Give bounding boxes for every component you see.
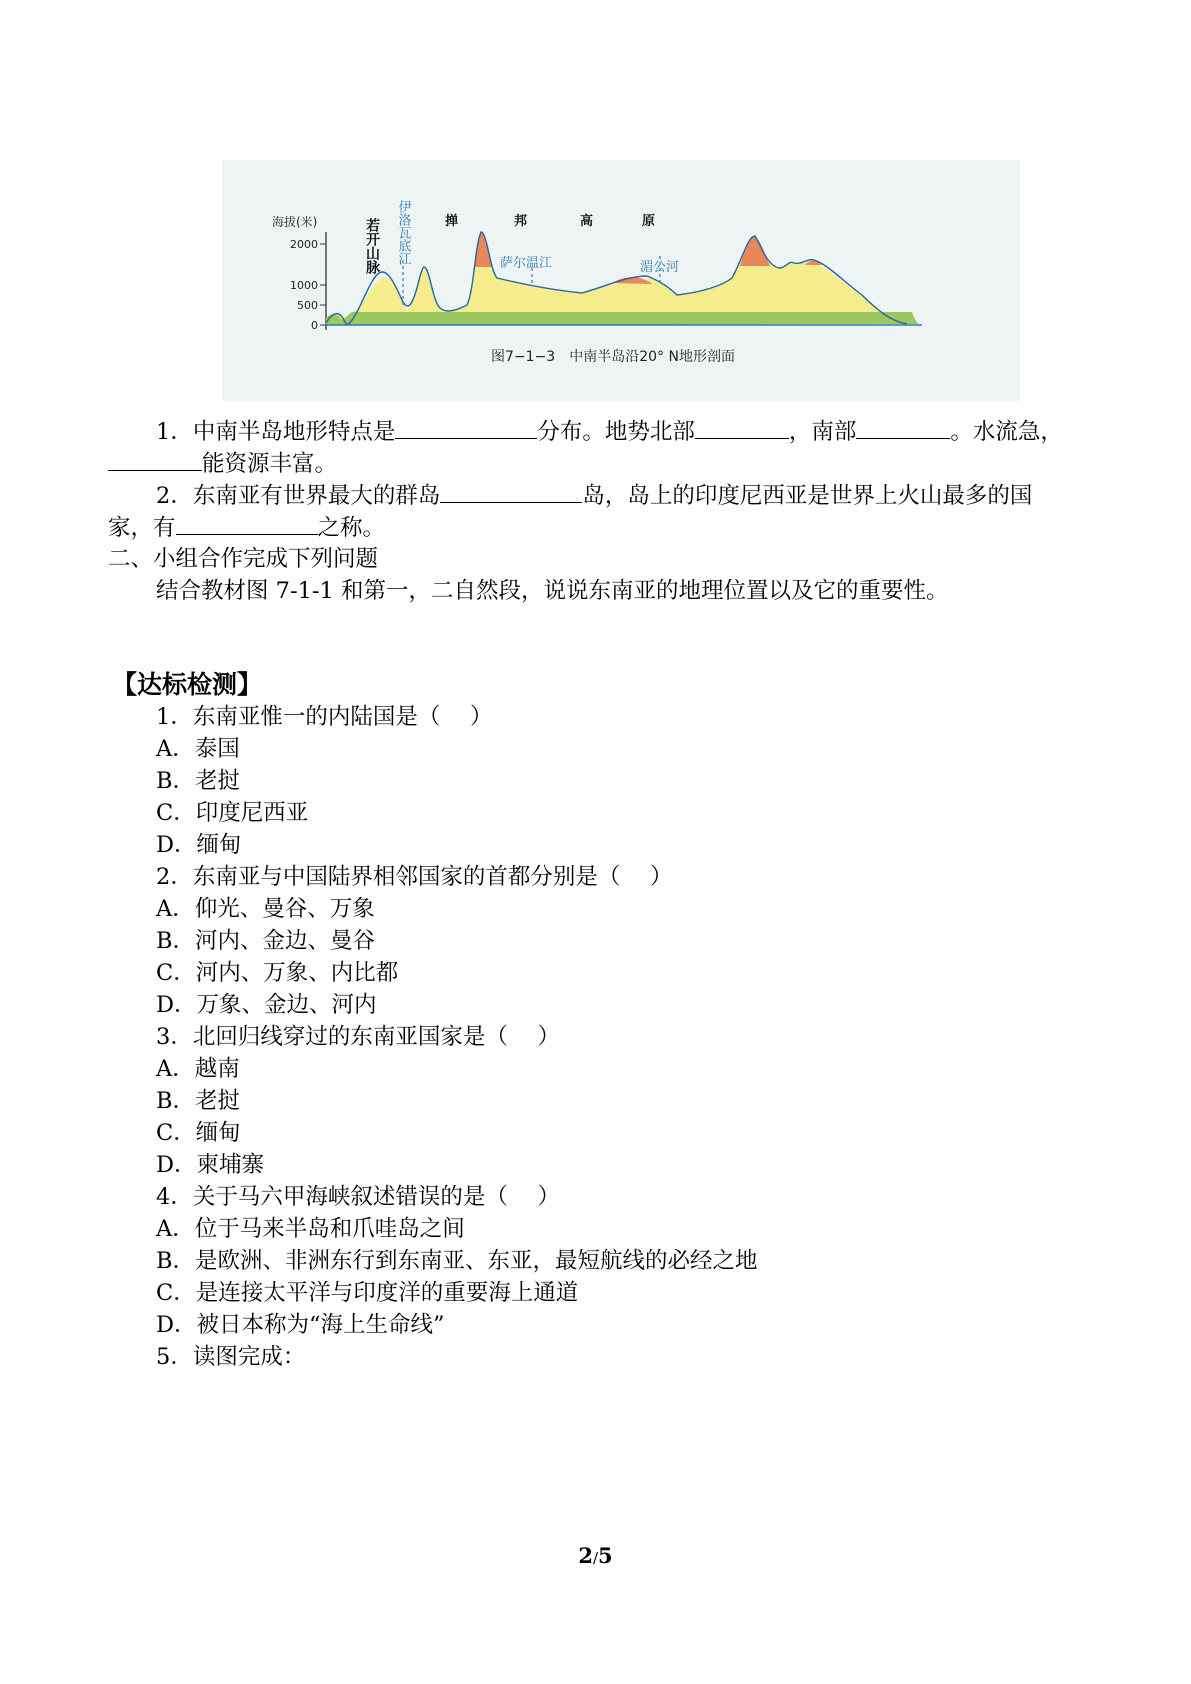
y-axis-label: 海拔(米) (272, 215, 318, 229)
test-heading: 【达标检测】 (112, 670, 263, 699)
answer-blank[interactable] (856, 416, 950, 439)
plateau-char: 高 (580, 214, 594, 229)
option-b: B．老挝 (156, 1088, 241, 1114)
question-text: 能资源丰富。 (202, 451, 338, 477)
lowland-layer (326, 312, 919, 325)
answer-blank[interactable] (176, 512, 318, 535)
option-a: A．仰光、曼谷、万象 (156, 896, 375, 922)
answer-blank[interactable] (395, 416, 537, 439)
option-c: C．缅甸 (156, 1120, 241, 1146)
question-text: 。水流急， (950, 419, 1063, 445)
option-a: A．位于马来半岛和爪哇岛之间 (156, 1216, 465, 1242)
terrain-profile-figure (222, 160, 1020, 401)
answer-blank[interactable] (440, 480, 582, 503)
question-text: 2．东南亚有世界最大的群岛 (156, 483, 441, 509)
question-1-line-1 (156, 416, 1063, 447)
question-text: 家，有 (108, 515, 176, 541)
question-stem: 4．关于马六甲海峡叙述错误的是（ ） (156, 1184, 560, 1210)
question-2-line-1 (156, 480, 1032, 511)
answer-blank[interactable] (108, 448, 202, 471)
option-b: B．河内、金边、曼谷 (156, 928, 376, 954)
page-total: 5 (598, 1543, 613, 1568)
option-d: D．万象、金边、河内 (156, 992, 377, 1018)
y-tick-label: 500 (297, 299, 318, 312)
question-stem: 1．东南亚惟一的内陆国是（ ） (156, 704, 493, 730)
page-current: 2 (578, 1543, 593, 1568)
river-label: 湄公河 (640, 260, 680, 275)
option-c: C．是连接太平洋与印度洋的重要海上通道 (156, 1280, 579, 1306)
option-b: B．是欧洲、非洲东行到东南亚、东亚，最短航线的必经之地 (156, 1248, 758, 1274)
page-separator: / (592, 1549, 599, 1567)
question-text: 之称。 (317, 515, 386, 541)
range-label: 若开山脉 (364, 218, 380, 274)
plateau-char: 掸 (445, 214, 459, 229)
question-stem: 2．东南亚与中国陆界相邻国家的首都分别是（ ） (156, 864, 673, 890)
page-number (0, 1543, 1191, 1568)
terrain-profile-svg (222, 160, 1020, 401)
y-tick-label: 1000 (290, 279, 318, 292)
option-d: D．缅甸 (156, 832, 242, 858)
upland-layer (326, 234, 907, 325)
figure-caption: 图7−1−3 中南半岛沿20° N地形剖面 (491, 349, 735, 365)
answer-blank[interactable] (695, 416, 789, 439)
option-b: B．老挝 (156, 768, 241, 794)
option-a: A．越南 (156, 1056, 240, 1082)
option-d: D．柬埔寨 (156, 1152, 265, 1178)
question-text: ，南部 (788, 419, 857, 445)
river-label: 萨尔温江 (500, 256, 553, 271)
section-2-title: 二、小组合作完成下列问题 (108, 546, 379, 572)
question-stem: 3．北回归线穿过的东南亚国家是（ ） (156, 1024, 560, 1050)
option-d: D．被日本称为“海上生命线” (156, 1312, 445, 1338)
question-stem: 5．读图完成： (156, 1344, 306, 1370)
question-2-line-2 (108, 512, 385, 543)
option-c: C．河内、万象、内比都 (156, 960, 399, 986)
question-text: 岛，岛上的印度尼西亚是世界上火山最多的国 (582, 483, 1033, 509)
question-1-line-2 (108, 448, 337, 479)
option-a: A．泰国 (156, 736, 240, 762)
question-text: 1．中南半岛地形特点是 (156, 419, 396, 445)
plateau-char: 原 (642, 214, 656, 229)
river-label: 伊洛瓦底江 (395, 200, 411, 265)
section-2-text: 结合教材图 7-1-1 和第一，二自然段，说说东南亚的地理位置以及它的重要性。 (156, 578, 949, 604)
y-tick-label: 2000 (290, 238, 318, 251)
question-text: 分布。地势北部 (537, 419, 695, 445)
y-tick-label: 0 (311, 319, 318, 332)
plateau-char: 邦 (514, 214, 528, 229)
option-c: C．印度尼西亚 (156, 800, 309, 826)
